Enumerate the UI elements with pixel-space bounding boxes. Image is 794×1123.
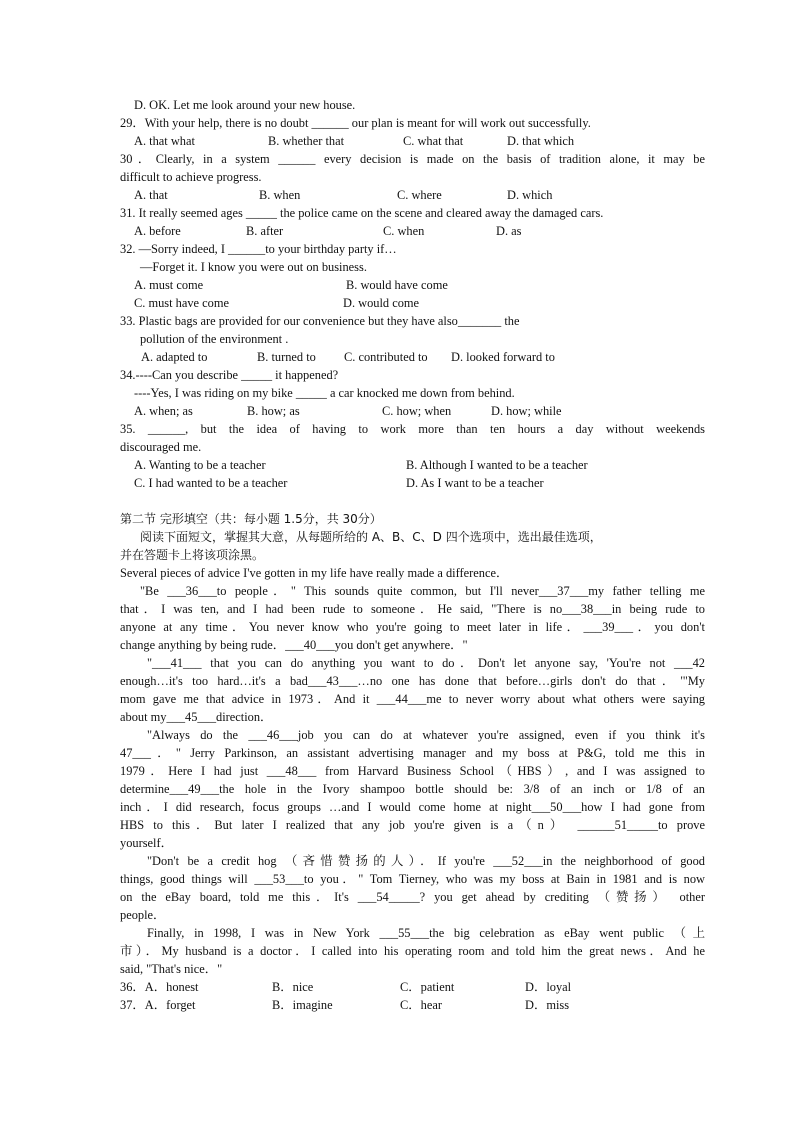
answer-option: A. Wanting to be a teacher xyxy=(134,458,266,472)
answer-option: B. turned to xyxy=(257,350,316,364)
answer-option: A. before xyxy=(134,224,181,238)
text-line: Finally, in 1998, I was in New York ___55___the big celebration as eBay went public （上 xyxy=(147,926,705,940)
answer-option: B. whether that xyxy=(268,134,345,148)
answer-option: B．nice xyxy=(272,980,314,994)
answer-option: D．miss xyxy=(525,998,570,1012)
answer-options-row xyxy=(120,996,705,1014)
answer-option: A. that what xyxy=(134,134,195,148)
answer-option: D. looked forward to xyxy=(451,350,555,364)
answer-options-row xyxy=(120,474,705,492)
answer-option: D. which xyxy=(507,188,553,202)
text-line: difficult to achieve progress. xyxy=(120,170,262,184)
spacer xyxy=(120,492,705,510)
text-line: 市）．My husband is a doctor．I called into his operating room and told him the great news．And he xyxy=(120,944,705,958)
answer-option: A. adapted to xyxy=(141,350,208,364)
answer-options-row xyxy=(120,456,705,474)
text-line: determine___49___the hole in the Ivory shampoo bottle should be: 3/8 of an inch or 1/8 of an xyxy=(120,782,705,796)
text-line: 第二节 完形填空（共：每小题 1.5分，共 30分） xyxy=(120,512,382,526)
text-line: said, "That's nice．" xyxy=(120,962,223,976)
answer-option: A. must come xyxy=(134,278,204,292)
answer-option: 36．A．honest xyxy=(120,980,199,994)
text-line: 并在答题卡上将该项涂黑。 xyxy=(120,548,265,562)
text-line: 35. ______, but the idea of having to work more than ten hours a day without weekends xyxy=(120,422,705,436)
text-line: Several pieces of advice I've gotten in my life have really made a difference． xyxy=(120,566,509,580)
text-line: discouraged me. xyxy=(120,440,202,454)
text-line: ----Yes, I was riding on my bike _____ a car knocked me down from behind. xyxy=(134,386,515,400)
answer-option: 37．A．forget xyxy=(120,998,196,1012)
text-line: that．I was ten, and I had been rude to someone．He said, "There is no___38___in being rude to xyxy=(120,602,705,616)
text-line: —Forget it. I know you were out on business. xyxy=(140,260,367,274)
answer-option: B．imagine xyxy=(272,998,333,1012)
answer-option: C. how; when xyxy=(382,404,452,418)
answer-option: D. how; while xyxy=(491,404,562,418)
answer-options-row xyxy=(120,294,705,312)
text-line: mom gave me that advice in 1973．And it ___44___me to never worry about what others were saying xyxy=(120,692,705,706)
answer-options-row xyxy=(120,186,705,204)
text-line: HBS to this．But later I realized that any job you're given is a（n） ______51_____to prove xyxy=(120,818,705,832)
text-line: "Be ___36___to people．" This sounds quite common, but I'll never___37___my father telling me xyxy=(140,584,705,598)
answer-option: C. must have come xyxy=(134,296,229,310)
answer-option: C. what that xyxy=(403,134,464,148)
text-line: 34.----Can you describe _____ it happened? xyxy=(120,368,339,382)
answer-option: C．patient xyxy=(400,980,455,994)
answer-option: C. where xyxy=(397,188,442,202)
text-line: 32. —Sorry indeed, I ______to your birthday party if… xyxy=(120,242,397,256)
answer-option: D. that which xyxy=(507,134,575,148)
text-line: "___41___ that you can do anything you want to do．Don't let anyone say, 'You're not ___42 xyxy=(147,656,705,670)
text-line: 29．With your help, there is no doubt ______ our plan is meant for will work out successfully. xyxy=(120,116,591,130)
text-line: people． xyxy=(120,908,166,922)
text-line: 33. Plastic bags are provided for our convenience but they have also_______ the xyxy=(120,314,520,328)
text-line: 30．Clearly, in a system ______ every decision is made on the basis of tradition alone, it may be xyxy=(120,152,705,166)
text-line: 47___．" Jerry Parkinson, an assistant advertising manager and my boss at P&G, told me this in xyxy=(120,746,705,760)
text-line: about my___45___direction． xyxy=(120,710,273,724)
answer-option: D. would come xyxy=(343,296,420,310)
text-line: pollution of the environment . xyxy=(140,332,289,346)
text-line: D. OK. Let me look around your new house. xyxy=(134,98,356,112)
text-line: 阅读下面短文，掌握其大意，从每题所给的 A、B、C、D 四个选项中，选出最佳选项， xyxy=(140,530,602,544)
answer-options-row xyxy=(120,402,705,420)
answer-options-row xyxy=(120,348,705,366)
answer-options-row xyxy=(120,132,705,150)
text-line: 31. It really seemed ages _____ the police came on the scene and cleared away the damaged cars. xyxy=(120,206,604,220)
text-line: on the eBay board, told me this．It's ___54_____? you get ahead by crediting （赞扬） other xyxy=(120,890,705,904)
answer-option: B. when xyxy=(259,188,301,202)
answer-option: C. I had wanted to be a teacher xyxy=(134,476,288,490)
answer-option: B. after xyxy=(246,224,284,238)
answer-option: C．hear xyxy=(400,998,442,1012)
text-line: change anything by being rude．___40___you don't get anywhere．" xyxy=(120,638,468,652)
answer-option: B. how; as xyxy=(247,404,300,418)
answer-options-row xyxy=(120,222,705,240)
answer-options-row xyxy=(120,978,705,996)
answer-option: D. As I want to be a teacher xyxy=(406,476,544,490)
answer-options-row xyxy=(120,276,705,294)
exam-page xyxy=(120,96,705,1014)
text-line: enough…it's too hard…it's a bad___43___…no one has done that before…girls don't do that．'"My xyxy=(120,674,705,688)
text-line: 1979．Here I had just ___48___ from Harvard Business School（HBS）, and I was assigned to xyxy=(120,764,705,778)
answer-option: B. Although I wanted to be a teacher xyxy=(406,458,588,472)
answer-option: C. contributed to xyxy=(344,350,428,364)
answer-option: A. that xyxy=(134,188,168,202)
text-line: yourself． xyxy=(120,836,173,850)
answer-option: B. would have come xyxy=(346,278,448,292)
answer-option: D．loyal xyxy=(525,980,572,994)
text-line: "Always do the ___46___job you can do at whatever you're assigned, even if you think it's xyxy=(147,728,705,742)
answer-option: C. when xyxy=(383,224,425,238)
answer-option: A. when; as xyxy=(134,404,193,418)
text-line: things, good things will ___53___to you．" Tom Tierney, who was my boss at Bain in 1981 and is now xyxy=(120,872,705,886)
text-line: "Don't be a credit hog （吝惜赞扬的人）．If you're ___52___in the neighborhood of good xyxy=(147,854,705,868)
text-line: inch．I did research, focus groups …and I would come home at night___50___how I had gone from xyxy=(120,800,705,814)
text-line: anyone at any time．You never know who you're going to meet later in life．___39___．you don't xyxy=(120,620,705,634)
answer-option: D. as xyxy=(496,224,522,238)
